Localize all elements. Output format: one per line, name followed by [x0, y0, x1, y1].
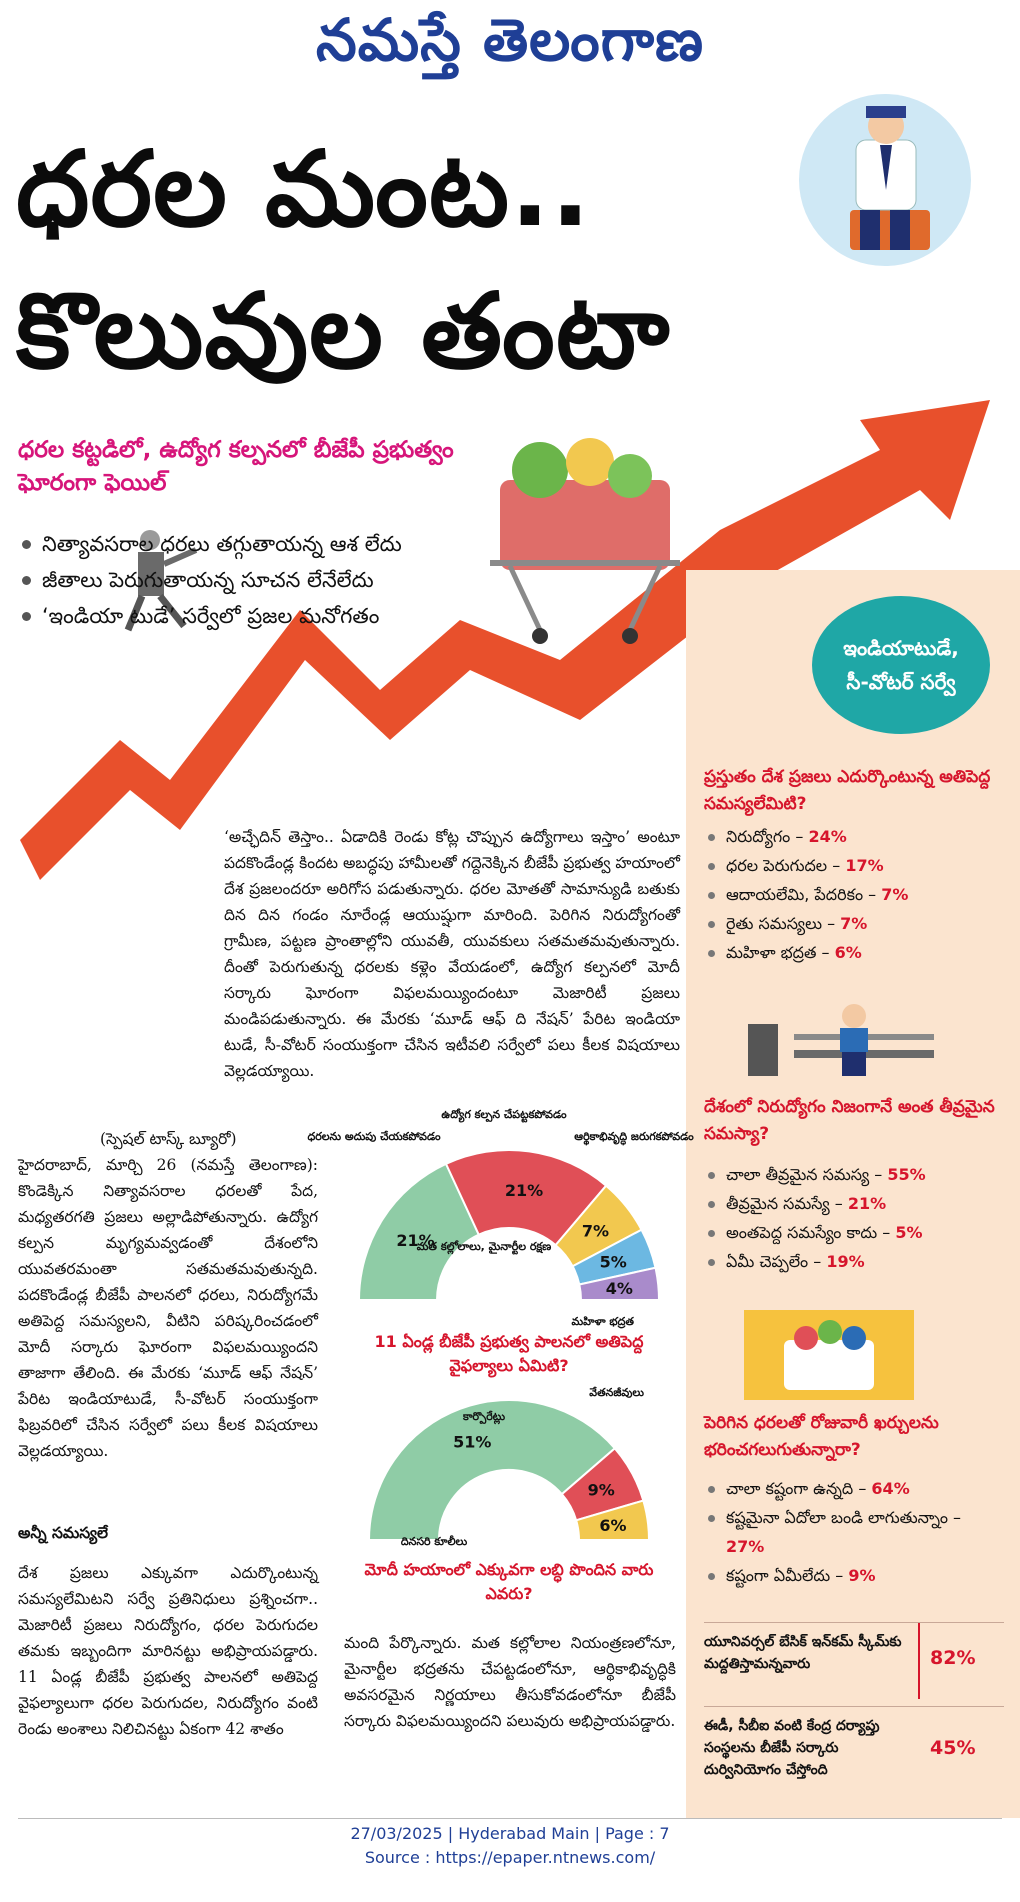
donut-value-label: 9% — [587, 1480, 615, 1500]
subheadline-dek: ధరల కట్టడిలో, ఉద్యోగ కల్పనలో బీజేపీ ప్రభుత్వం ఘోరంగా ఫెయిల్ — [18, 437, 454, 496]
stat-label: యూనివర్సల్ బేసిక్ ఇన్‌కమ్ స్కీమ్‌కు మద్దతిస్తామన్నవారు — [704, 1634, 902, 1672]
item-label: మహిళా భద్రత – — [726, 943, 830, 962]
item-value: 7% — [840, 914, 868, 933]
item-label: నిరుద్యోగం – — [726, 827, 804, 846]
donut-category-label: ఉద్యోగ కల్పన చేపట్టకపోవడం — [441, 1108, 567, 1121]
donut-category-label: దినసరి కూలీలు — [400, 1535, 468, 1548]
item-label: చాలా తీవ్రమైన సమస్య – — [726, 1165, 883, 1184]
donut-value-label: 21% — [396, 1231, 435, 1251]
sidebar-question-1: ప్రస్తుతం దేశ ప్రజలు ఎదుర్కొంటున్న అతిపెద్ద సమస్యలేమిటి? — [704, 767, 991, 814]
donut-category-label: వేతనజీవులు — [589, 1386, 644, 1399]
item-label: రైతు సమస్యలు – — [726, 914, 836, 933]
failures-donut-chart — [307, 1100, 694, 1330]
badge-line-2: సీ-వోటర్ సర్వే — [846, 670, 956, 694]
article-column-1-continued: దేశ ప్రజలు ఎక్కువగా ఎదుర్కొంటున్న సమస్యలేమిటని సర్వే ప్రతినిధులు ప్రశ్నించగా.. మెజారిటీ ప్రజలు నిరుద్యోగం, ధరల పెరుగుదల తమకు ఇబ్బందిగా మారినట్టు అభిప్రాయపడ్డారు. 11 ఏండ్ల బీజేపీ ప్రభుత్వ పాలనలో అతిపెద్ద వైఫల్యాలుగా ధరల పెరుగుదల, నిరుద్యోగం వంటి రెండు అంశాలు నిలిచినట్టు ఏకంగా 42 శాతం — [18, 1564, 318, 1738]
summary-bullets — [18, 526, 538, 634]
stat-agencies — [704, 1706, 1004, 1815]
list-item — [704, 851, 1004, 880]
footer-divider — [18, 1818, 1002, 1819]
list-item — [704, 1189, 1004, 1218]
item-label: ధరల పెరుగుదల – — [726, 856, 841, 875]
list-item — [704, 1160, 1004, 1189]
headline-line-2: కొలువుల తంటా — [16, 270, 671, 392]
item-label: తీవ్రమైన సమస్యే – — [726, 1194, 843, 1213]
item-value: 24% — [808, 827, 847, 846]
summary-bullet: జీతాలు పెరుగుతాయన్న సూచన లేనేలేదు — [18, 562, 538, 598]
sidebar-list-3 — [704, 1474, 1004, 1590]
badge-line-1: ఇండియాటుడే, — [843, 636, 959, 660]
donut-category-label: ఆర్థికాభివృద్ధి జరుగకపోవడం — [574, 1130, 694, 1143]
donut-value-label: 5% — [599, 1252, 627, 1272]
item-value: 19% — [826, 1252, 865, 1271]
list-item — [704, 1503, 1004, 1561]
footer-source-link[interactable]: Source : https://epaper.ntnews.com/ — [364, 1848, 656, 1867]
item-value: 21% — [847, 1194, 887, 1213]
list-item — [704, 1218, 1004, 1247]
summary-bullet: నిత్యావసరాల ధరలు తగ్గుతాయన్న ఆశ లేదు — [18, 526, 538, 562]
item-value: 17% — [845, 856, 884, 875]
list-item — [704, 938, 1004, 967]
list-item — [704, 1561, 1004, 1590]
sidebar-list-2 — [704, 1160, 1004, 1276]
list-item — [704, 1474, 1004, 1503]
item-value: 6% — [834, 943, 862, 962]
article-column-1: హైదరాబాద్, మార్చి 26 (నమస్తే తెలంగాణ): కొండెక్కిన నిత్యావసరాల ధరలతో పేద, మధ్యతరగతి ప్రజలు అల్లాడిపోతున్నారు. ఉద్యోగ కల్పన మృగ్యమవ్వడంతో దేశంలోని యువతరమంతా సతమతమవుతున్నది. పదకొండేండ్ల బీజేపీ పాలనలో ధరలు, నిరుద్యోగమే అతిపెద్ద సమస్యలని, వీటిని పరిష్కరించడంలో మోదీ సర్కారు ఘోరంగా విఫలమయ్యిందని తాజాగా తేలింది. ఈ మేరకు ‘మూడ్ ఆఫ్ నేషన్’ పేరిట ఇండియాటుడే, సీ-వోటర్ సంయుక్తంగా ఫిబ్రవరిలో చేసిన సర్వేలో పలు కీలక విషయాలు వెల్లడయ్యాయి. — [18, 1156, 318, 1460]
survey-badge — [812, 596, 990, 734]
sidebar-list-1 — [704, 822, 1004, 967]
sidebar-question-2: దేశంలో నిరుద్యోగం నిజంగానే అంత తీవ్రమైన సమస్యా? — [704, 1097, 995, 1144]
grocery-basket-illustration — [744, 1310, 914, 1400]
headline-line-1: ధరల మంట.. — [16, 128, 592, 250]
beneficiaries-donut-chart — [334, 1380, 684, 1550]
donut-value-label: 7% — [581, 1221, 610, 1241]
intro-paragraph: ‘అచ్ఛేదిన్ తెస్తాం.. ఏడాదికి రెండు కోట్ల చొప్పున ఉద్యోగాలు ఇస్తాం’ అంటూ పదకొండేండ్ల కిందట అబద్ధపు హామీలతో గద్దెనెక్కిన బీజేపీ ప్రభుత్వ హయాంలో దేశ ప్రజలందరూ అరిగోస పడుతున్నారు. ధరల మోతతో సామాన్యుడి బతుకు దిన దిన గండం నూరేండ్ల ఆయుష్షుగా మారింది. పెరిగిన నిరుద్యోగంతో గ్రామీణ, పట్టణ ప్రాంతాల్లోని యువతీ, యువకులు సతమతమవుతున్నారు. దీంతో పెరుగుతున్న ధరలకు కళ్లెం వేయడంలో, ఉద్యోగ కల్పనలో మోదీ సర్కారు ఘోరంగా విఫలమయ్యిందంటూ మెజారిటీ ప్రజలు మండిపడుతున్నారు. ఈ మేరకు ‘మూడ్ ఆఫ్ ది నేషన్’ పేరిట ఇండియా టుడే, సీ-వోటర్ సంయుక్తంగా చేసిన ఇటీవలి సర్వేలో పలు కీలక విషయాలు వెల్లడయ్యాయి. — [224, 828, 680, 1080]
stat-ubi — [704, 1622, 1004, 1707]
donut-category-label: మహిళా భద్రత — [571, 1315, 634, 1328]
masthead-logo: నమస్తే తెలంగాణ — [316, 6, 704, 74]
worried-man-illustration — [780, 90, 990, 270]
stat-value: 82% — [930, 1647, 976, 1669]
item-label: అంతపెద్ద సమస్యేం కాదు – — [726, 1223, 891, 1242]
item-value: 55% — [887, 1165, 926, 1184]
list-item — [704, 822, 1004, 851]
article-column-2: మంది పేర్కొన్నారు. మత కల్లోలాల నియంత్రణలోనూ, మైనార్టీల భద్రతను చేపట్టడంలోనూ, ఆర్థికాభివృద్ధికి అవసరమైన నిర్ణయాలు తీసుకోవడంలోనూ బీజేపీ సర్కారు విఫలమయ్యిందని పలువురు అభిప్రాయపడ్డారు. — [344, 1634, 676, 1730]
item-value: 64% — [871, 1479, 910, 1498]
donut-value-label: 6% — [599, 1516, 627, 1536]
item-value: 5% — [895, 1223, 923, 1242]
donut-category-label: మత కల్లోలాలు, మైనార్టీల రక్షణ — [416, 1240, 552, 1253]
sidebar-question-3: పెరిగిన ధరలతో రోజువారీ ఖర్చులను భరించగలుగుతున్నారా? — [704, 1413, 939, 1460]
summary-bullet: ‘ఇండియా టుడే’ సర్వేలో ప్రజల మనోగతం — [18, 598, 538, 634]
item-value: 7% — [881, 885, 909, 904]
donut-category-label: కార్పొరేట్లు — [462, 1410, 506, 1423]
stat-value: 45% — [930, 1737, 976, 1759]
item-value: 27% — [726, 1537, 765, 1556]
chart2-caption: మోదీ హయాంలో ఎక్కువగా లబ్ధి పొందిన వారు ఎవరు? — [364, 1560, 654, 1603]
item-label: ఆదాయలేమి, పేదరికం – — [726, 885, 877, 904]
item-value: 9% — [848, 1566, 876, 1585]
chart1-caption: 11 ఏండ్ల బీజేపీ ప్రభుత్వ పాలనలో అతిపెద్ద వైఫల్యాలు ఏమిటి? — [374, 1332, 644, 1375]
item-label: ఏమీ చెప్పలేం – — [726, 1252, 822, 1271]
byline: (స్పెషల్ టాస్క్ బ్యూరో) — [100, 1130, 237, 1148]
donut-category-label: ధరలను అదుపు చేయకపోవడం — [307, 1130, 441, 1143]
list-item — [704, 1247, 1004, 1276]
item-label: చాలా కష్టంగా ఉన్నది – — [726, 1479, 867, 1498]
footer — [0, 1822, 1020, 1870]
donut-value-label: 4% — [605, 1278, 633, 1298]
item-label: కష్టంగా ఏమీలేదు – — [726, 1566, 844, 1585]
subhead-problems: అన్నీ సమస్యలే — [18, 1523, 109, 1542]
list-item — [704, 909, 1004, 938]
item-label: కష్టమైనా ఏదోలా బండి లాగుతున్నాం – — [726, 1508, 962, 1527]
donut-value-label: 51% — [453, 1432, 492, 1452]
man-on-bench-illustration — [734, 994, 944, 1084]
footer-date-page: 27/03/2025 | Hyderabad Main | Page : 7 — [350, 1824, 670, 1843]
donut-value-label: 21% — [504, 1181, 544, 1201]
list-item — [704, 880, 1004, 909]
stat-label: ఈడీ, సీబీఐ వంటి కేంద్ర దర్యాప్తు సంస్థలను బీజేపీ సర్కారు దుర్వినియోగం చేస్తోంది — [704, 1718, 880, 1778]
